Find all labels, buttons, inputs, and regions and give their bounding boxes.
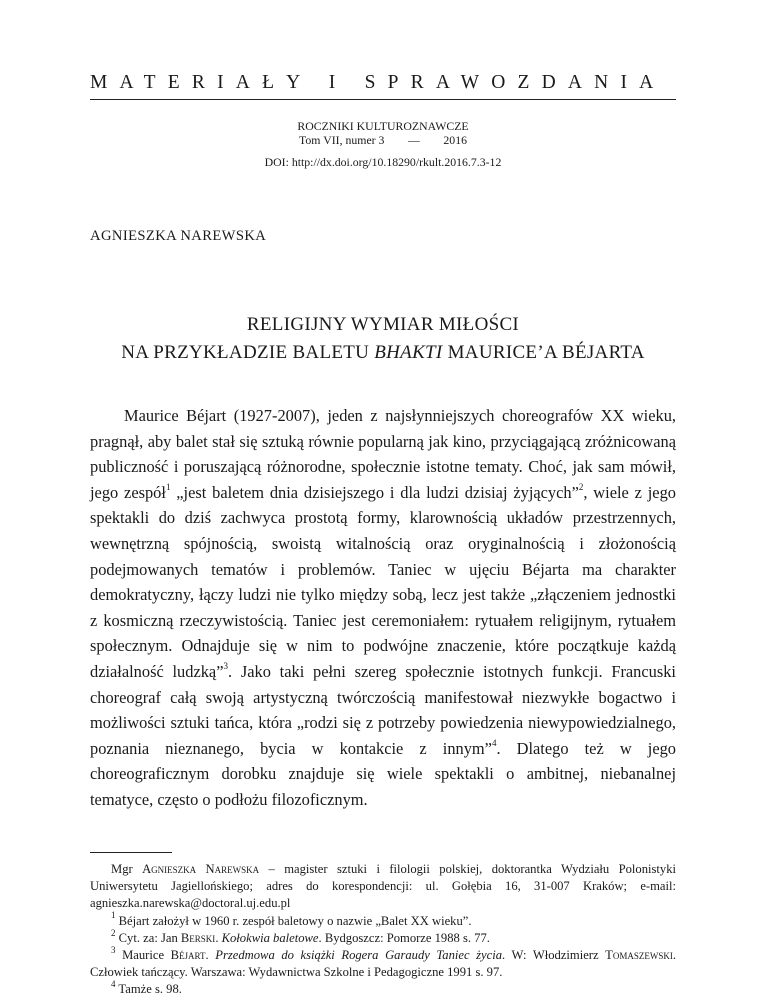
title-part: MAURICE’A BÉJARTA [442, 342, 645, 363]
footnotes [90, 861, 676, 999]
text-run: . W: Włodzimierz [502, 948, 606, 963]
footnote-ref-3[interactable]: 3 [223, 661, 228, 672]
separator: . [205, 948, 216, 963]
text-run: . Człowiek tańczący. Warszawa: Wydawnictwa Szkolne i Pedagogiczne 1991 s. 97. [90, 948, 677, 980]
footnote-ref-2[interactable]: 2 [578, 482, 584, 493]
separator: . [215, 930, 222, 945]
paragraph-1 [90, 403, 676, 813]
cited-title: Kołokwia baletowe [221, 930, 319, 945]
text-run: . Dlatego też w jego choreograficznym dorobku znajduje się wiele spektakli o ambitnej, niebanalnej tematyce, często o podłożu filozoficznym. [90, 738, 676, 809]
footnote-number: 2 [111, 927, 116, 938]
title-italic: BHAKTI [374, 342, 443, 363]
cited-title: Przedmowa do książki Rogera Garaudy Taniec życia [215, 948, 503, 963]
section-title: MATERIAŁY I SPRAWOZDANIA [90, 72, 666, 93]
journal-info [90, 119, 676, 147]
footnote-ref-1[interactable]: 1 [165, 482, 171, 493]
footnote-1 [90, 910, 676, 930]
footnote-number: 3 [111, 944, 116, 955]
journal-year: 2016 [443, 133, 467, 147]
title-line-1: RELIGIJNY WYMIAR MIŁOŚCI [246, 314, 520, 335]
journal-name: ROCZNIKI KULTUROZNAWCZE [297, 119, 469, 133]
journal-dash: — [408, 133, 420, 147]
cited-author: Berski [180, 930, 216, 945]
text-run: Maurice [115, 948, 171, 963]
cited-author: Béjart [170, 948, 206, 963]
journal-volume-line [90, 133, 676, 147]
footnote-ref-4[interactable]: 4 [491, 738, 497, 749]
text-run: Tamże s. 98. [115, 982, 182, 997]
text-run: . Bydgoszcz: Pomorze 1988 s. 77. [318, 930, 490, 945]
footnote-3 [90, 944, 677, 981]
title-line-2 [90, 339, 676, 367]
footnote-rule [90, 852, 172, 853]
author-bio-note [90, 861, 676, 913]
text-run: „jest baletem dnia dzisiejszego i dla ludzi dzisiaj żyjących” [170, 482, 579, 502]
article-title [90, 311, 676, 367]
title-part: NA PRZYKŁADZIE BALETU [121, 342, 375, 363]
text-run: Béjart założył w 1960 r. zespół baletowy o nazwie „Balet XX wieku”. [115, 913, 472, 928]
text-run: Maurice Béjart (1927-2007), jeden z najsłynniejszych choreografów XX wieku, pragnął, aby balet stał się sztuką równie popularną jak kino, przyciągającą zróżnicowaną publiczność i poruszającą różnorodne, społecznie istotne tematy. Choć, jak sam mówił, jego zespół [90, 406, 676, 502]
journal-volume: Tom VII, numer 3 [299, 133, 385, 147]
text-run: Mgr [111, 862, 143, 876]
header-rule [90, 99, 676, 100]
footnote-number: 4 [111, 979, 116, 990]
footnote-number: 1 [111, 910, 116, 921]
footnote-4 [90, 981, 676, 998]
text-run: . Jako taki pełni szereg społecznie istotnych funkcji. Francuski choreograf całą swoją artystyczną twórczością manifestował niezwykłe bogactwo i możliwości sztuki tańca, która „rodzi się z potrzeby powiedzenia niewypowiedzialnego, poznania nieznanego, bycia w kontakcie z innym” [90, 661, 676, 758]
author-name: AGNIESZKA NAREWSKA [90, 228, 267, 244]
bio-text: – magister sztuki i filologii polskiej, doktorantka Wydziału Polonistyki Uniwersytetu Jagiellońskiego; adres do korespondencji: ul. Gołębia 16, 31-007 Kraków; e-mail: agnieszka.narewska@doctoral.uj.edu.pl [90, 862, 676, 911]
cited-author: Tomaszewski [605, 948, 673, 963]
bio-author-name: Agnieszka Narewska [142, 862, 260, 876]
body-text [90, 403, 676, 813]
footnote-2 [90, 927, 676, 947]
doi-link[interactable]: DOI: http://dx.doi.org/10.18290/rkult.2016.7.3-12 [264, 155, 502, 169]
text-run: , wiele z jego spektakli do dziś zachwyca prostotą formy, klarownością układów przestrzennych, wewnętrzną spójnością, swoistą witalnością oraz oryginalnością i złożonością podejmowanych tematów i problemów. Taniec w ujęciu Béjarta ma charakter demokratyczny, łączy ludzi nie tylko między sobą, lecz jest także „złączeniem jednostki z kosmiczną rzeczywistością. Taniec jest ceremoniałem: rytuałem religijnym, rytuałem społecznym. Odnajduje się w nim to podwójne znaczenie, które początkuje każdą działalność ludzką” [90, 482, 676, 681]
text-run: Cyt. za: Jan [115, 930, 181, 945]
